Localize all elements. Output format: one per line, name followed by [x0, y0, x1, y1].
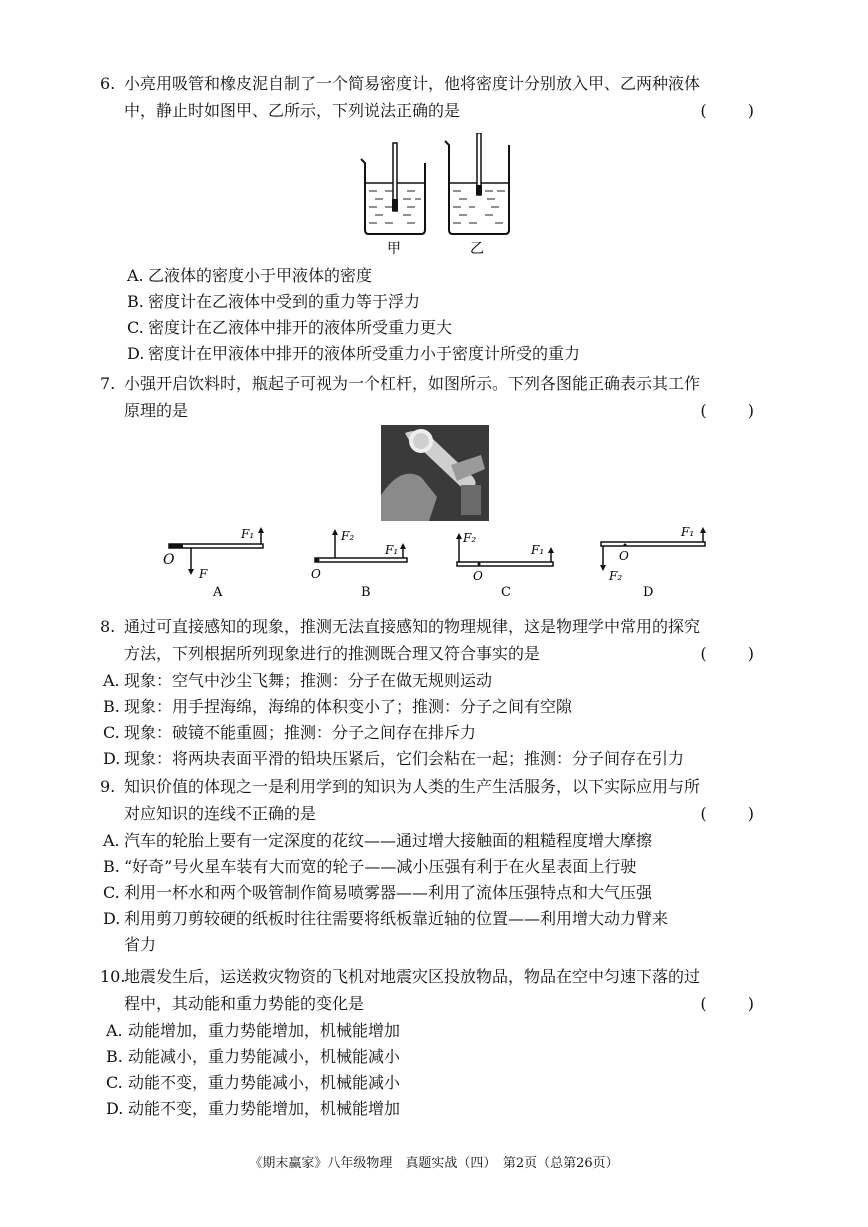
- option-c[interactable]: [100, 879, 780, 905]
- lever-diagram-d[interactable]: [600, 525, 706, 600]
- option-text: 密度计在乙液体中受到的重力等于浮力: [148, 292, 421, 311]
- option-letter: A.: [103, 831, 120, 850]
- option-c[interactable]: [100, 1069, 780, 1095]
- answer-bracket: ( ): [700, 101, 772, 120]
- question-number: 8.: [100, 617, 116, 636]
- question-stem: 小亮用吸管和橡皮泥自制了一个简易密度计，他将密度计分别放入甲、乙两种液体: [124, 74, 701, 93]
- question-stem: 原理的是: [124, 401, 189, 420]
- option-letter: B.: [103, 697, 120, 716]
- option-letter: D.: [103, 909, 121, 928]
- option-letter: B.: [106, 1047, 123, 1066]
- question-6-options: [100, 262, 780, 366]
- option-c[interactable]: [100, 314, 780, 340]
- option-letter: C.: [103, 723, 120, 742]
- question-9: [100, 773, 780, 957]
- option-letter: C.: [127, 318, 144, 337]
- pivot-label: O: [619, 549, 629, 563]
- option-text: 利用剪刀剪较硬的纸板时往往需要将纸板靠近轴的位置——利用增大动力臂来: [124, 909, 669, 928]
- question-stem: 知识价值的体现之一是利用学到的知识为人类的生产生活服务，以下实际应用与所: [124, 777, 701, 796]
- diagram-letter: A: [213, 585, 223, 600]
- page-footer: 《期末赢家》八年级物理 真题实战（四） 第2页（总第26页）: [249, 1156, 619, 1171]
- option-d-continuation: [100, 931, 780, 957]
- force-label: F₁: [385, 543, 399, 557]
- option-a[interactable]: [100, 827, 780, 853]
- question-number: 7.: [100, 374, 116, 393]
- figure-label-yi: 乙: [470, 241, 484, 257]
- option-letter: B.: [127, 292, 144, 311]
- option-text: 现象：将两块表面平滑的铅块压紧后，它们会粘在一起；推测：分子间存在引力: [124, 749, 685, 768]
- pivot-label: O: [473, 569, 483, 583]
- answer-bracket: ( ): [700, 644, 772, 663]
- question-8: [100, 613, 780, 771]
- option-text: 乙液体的密度小于甲液体的密度: [148, 266, 373, 285]
- force-label: F₂: [463, 531, 477, 545]
- beaker-jia: [361, 143, 425, 234]
- diagram-letter: B: [361, 585, 371, 600]
- question-stem: 通过可直接感知的现象，推测无法直接感知的物理规律，这是物理学中常用的探究: [124, 617, 701, 636]
- force-label: F₂: [341, 529, 355, 543]
- question-stem: 地震发生后，运送救灾物资的飞机对地震灾区投放物品，物品在空中匀速下落的过: [124, 967, 701, 986]
- option-c[interactable]: [100, 719, 780, 745]
- pivot-label: O: [311, 567, 321, 581]
- question-7-stem-line-2: [100, 397, 780, 424]
- answer-bracket: ( ): [700, 994, 772, 1013]
- question-7: [100, 370, 780, 424]
- option-text-continuation: 省力: [124, 935, 157, 954]
- beaker-yi: [445, 133, 509, 234]
- question-stem: 中，静止时如图甲、乙所示，下列说法正确的是: [124, 101, 461, 120]
- force-label: F₁: [531, 543, 545, 557]
- option-text: 现象：破镜不能重圆；推测：分子之间存在排斥力: [124, 723, 477, 742]
- question-8-stem-line-1: [100, 613, 780, 640]
- question-10-stem-line-2: [100, 990, 780, 1017]
- option-text: 现象：空气中沙尘飞舞；推测：分子在做无规则运动: [124, 671, 493, 690]
- option-text: 密度计在甲液体中排开的液体所受重力小于密度计所受的重力: [148, 344, 581, 363]
- option-text: 动能减小，重力势能减小，机械能减小: [128, 1047, 401, 1066]
- option-letter: C.: [106, 1073, 123, 1092]
- option-text: 利用一杯水和两个吸管制作简易喷雾器——利用了流体压强特点和大气压强: [124, 883, 653, 902]
- option-a[interactable]: [100, 667, 780, 693]
- option-text: “好奇”号火星车装有大而宽的轮子——减小压强有利于在火星表面上行驶: [124, 857, 637, 876]
- lever-diagram-b[interactable]: [311, 529, 407, 600]
- option-text: 动能不变，重力势能增加，机械能增加: [128, 1099, 401, 1118]
- lever-diagram-a[interactable]: [163, 527, 264, 600]
- option-b[interactable]: [100, 693, 780, 719]
- option-letter: A.: [106, 1021, 123, 1040]
- option-letter: D.: [106, 1099, 124, 1118]
- force-label: F₁: [681, 525, 695, 539]
- option-d[interactable]: [100, 745, 780, 771]
- answer-bracket: ( ): [700, 804, 772, 823]
- question-10-stem-line-1: [100, 963, 780, 990]
- answer-bracket: ( ): [700, 401, 772, 420]
- option-d[interactable]: [100, 905, 780, 931]
- question-stem: 程中，其动能和重力势能的变化是: [124, 994, 365, 1013]
- question-number: 9.: [100, 777, 116, 796]
- question-number: 10.: [100, 967, 126, 986]
- option-b[interactable]: [100, 1043, 780, 1069]
- option-letter: A.: [127, 266, 144, 285]
- option-text: 汽车的轮胎上要有一定深度的花纹——通过增大接触面的粗糙程度增大摩擦: [124, 831, 653, 850]
- beakers-figure: [355, 133, 525, 259]
- question-9-stem-line-1: [100, 773, 780, 800]
- option-b[interactable]: [100, 853, 780, 879]
- option-text: 动能不变，重力势能减小，机械能减小: [128, 1073, 401, 1092]
- option-d[interactable]: [100, 340, 780, 366]
- question-6-stem-line-2: [100, 97, 780, 124]
- force-label: F: [199, 567, 208, 581]
- option-letter: D.: [127, 344, 145, 363]
- option-text: 动能增加，重力势能增加，机械能增加: [128, 1021, 401, 1040]
- option-b[interactable]: [100, 288, 780, 314]
- question-stem: 方法，下列根据所列现象进行的推测既合理又符合事实的是: [124, 644, 541, 663]
- diagram-letter: D: [643, 585, 654, 600]
- lever-diagram-c[interactable]: [456, 531, 554, 600]
- question-10: [100, 963, 780, 1121]
- question-6-stem-line-1: [100, 70, 780, 97]
- option-letter: C.: [103, 883, 120, 902]
- option-letter: A.: [103, 671, 120, 690]
- option-letter: B.: [103, 857, 120, 876]
- option-text: 现象：用手捏海绵，海绵的体积变小了；推测：分子之间有空隙: [124, 697, 573, 716]
- option-a[interactable]: [100, 262, 780, 288]
- option-a[interactable]: [100, 1017, 780, 1043]
- question-6: [100, 70, 780, 124]
- question-7-stem-line-1: [100, 370, 780, 397]
- bottle-opener-photo: [381, 425, 489, 521]
- option-text: 密度计在乙液体中排开的液体所受重力更大: [148, 318, 453, 337]
- question-number: 6.: [100, 74, 116, 93]
- diagram-letter: C: [501, 585, 511, 600]
- lever-diagrams: [155, 522, 715, 602]
- option-d[interactable]: [100, 1095, 780, 1121]
- question-9-stem-line-2: [100, 800, 780, 827]
- pivot-label: O: [163, 552, 175, 568]
- force-label: F₁: [241, 527, 255, 541]
- question-8-stem-line-2: [100, 640, 780, 667]
- figure-label-jia: 甲: [387, 241, 401, 257]
- question-stem: 小强开启饮料时，瓶起子可视为一个杠杆，如图所示。下列各图能正确表示其工作: [124, 374, 701, 393]
- force-label: F₂: [609, 569, 623, 583]
- option-letter: D.: [103, 749, 121, 768]
- question-stem: 对应知识的连线不正确的是: [124, 804, 317, 823]
